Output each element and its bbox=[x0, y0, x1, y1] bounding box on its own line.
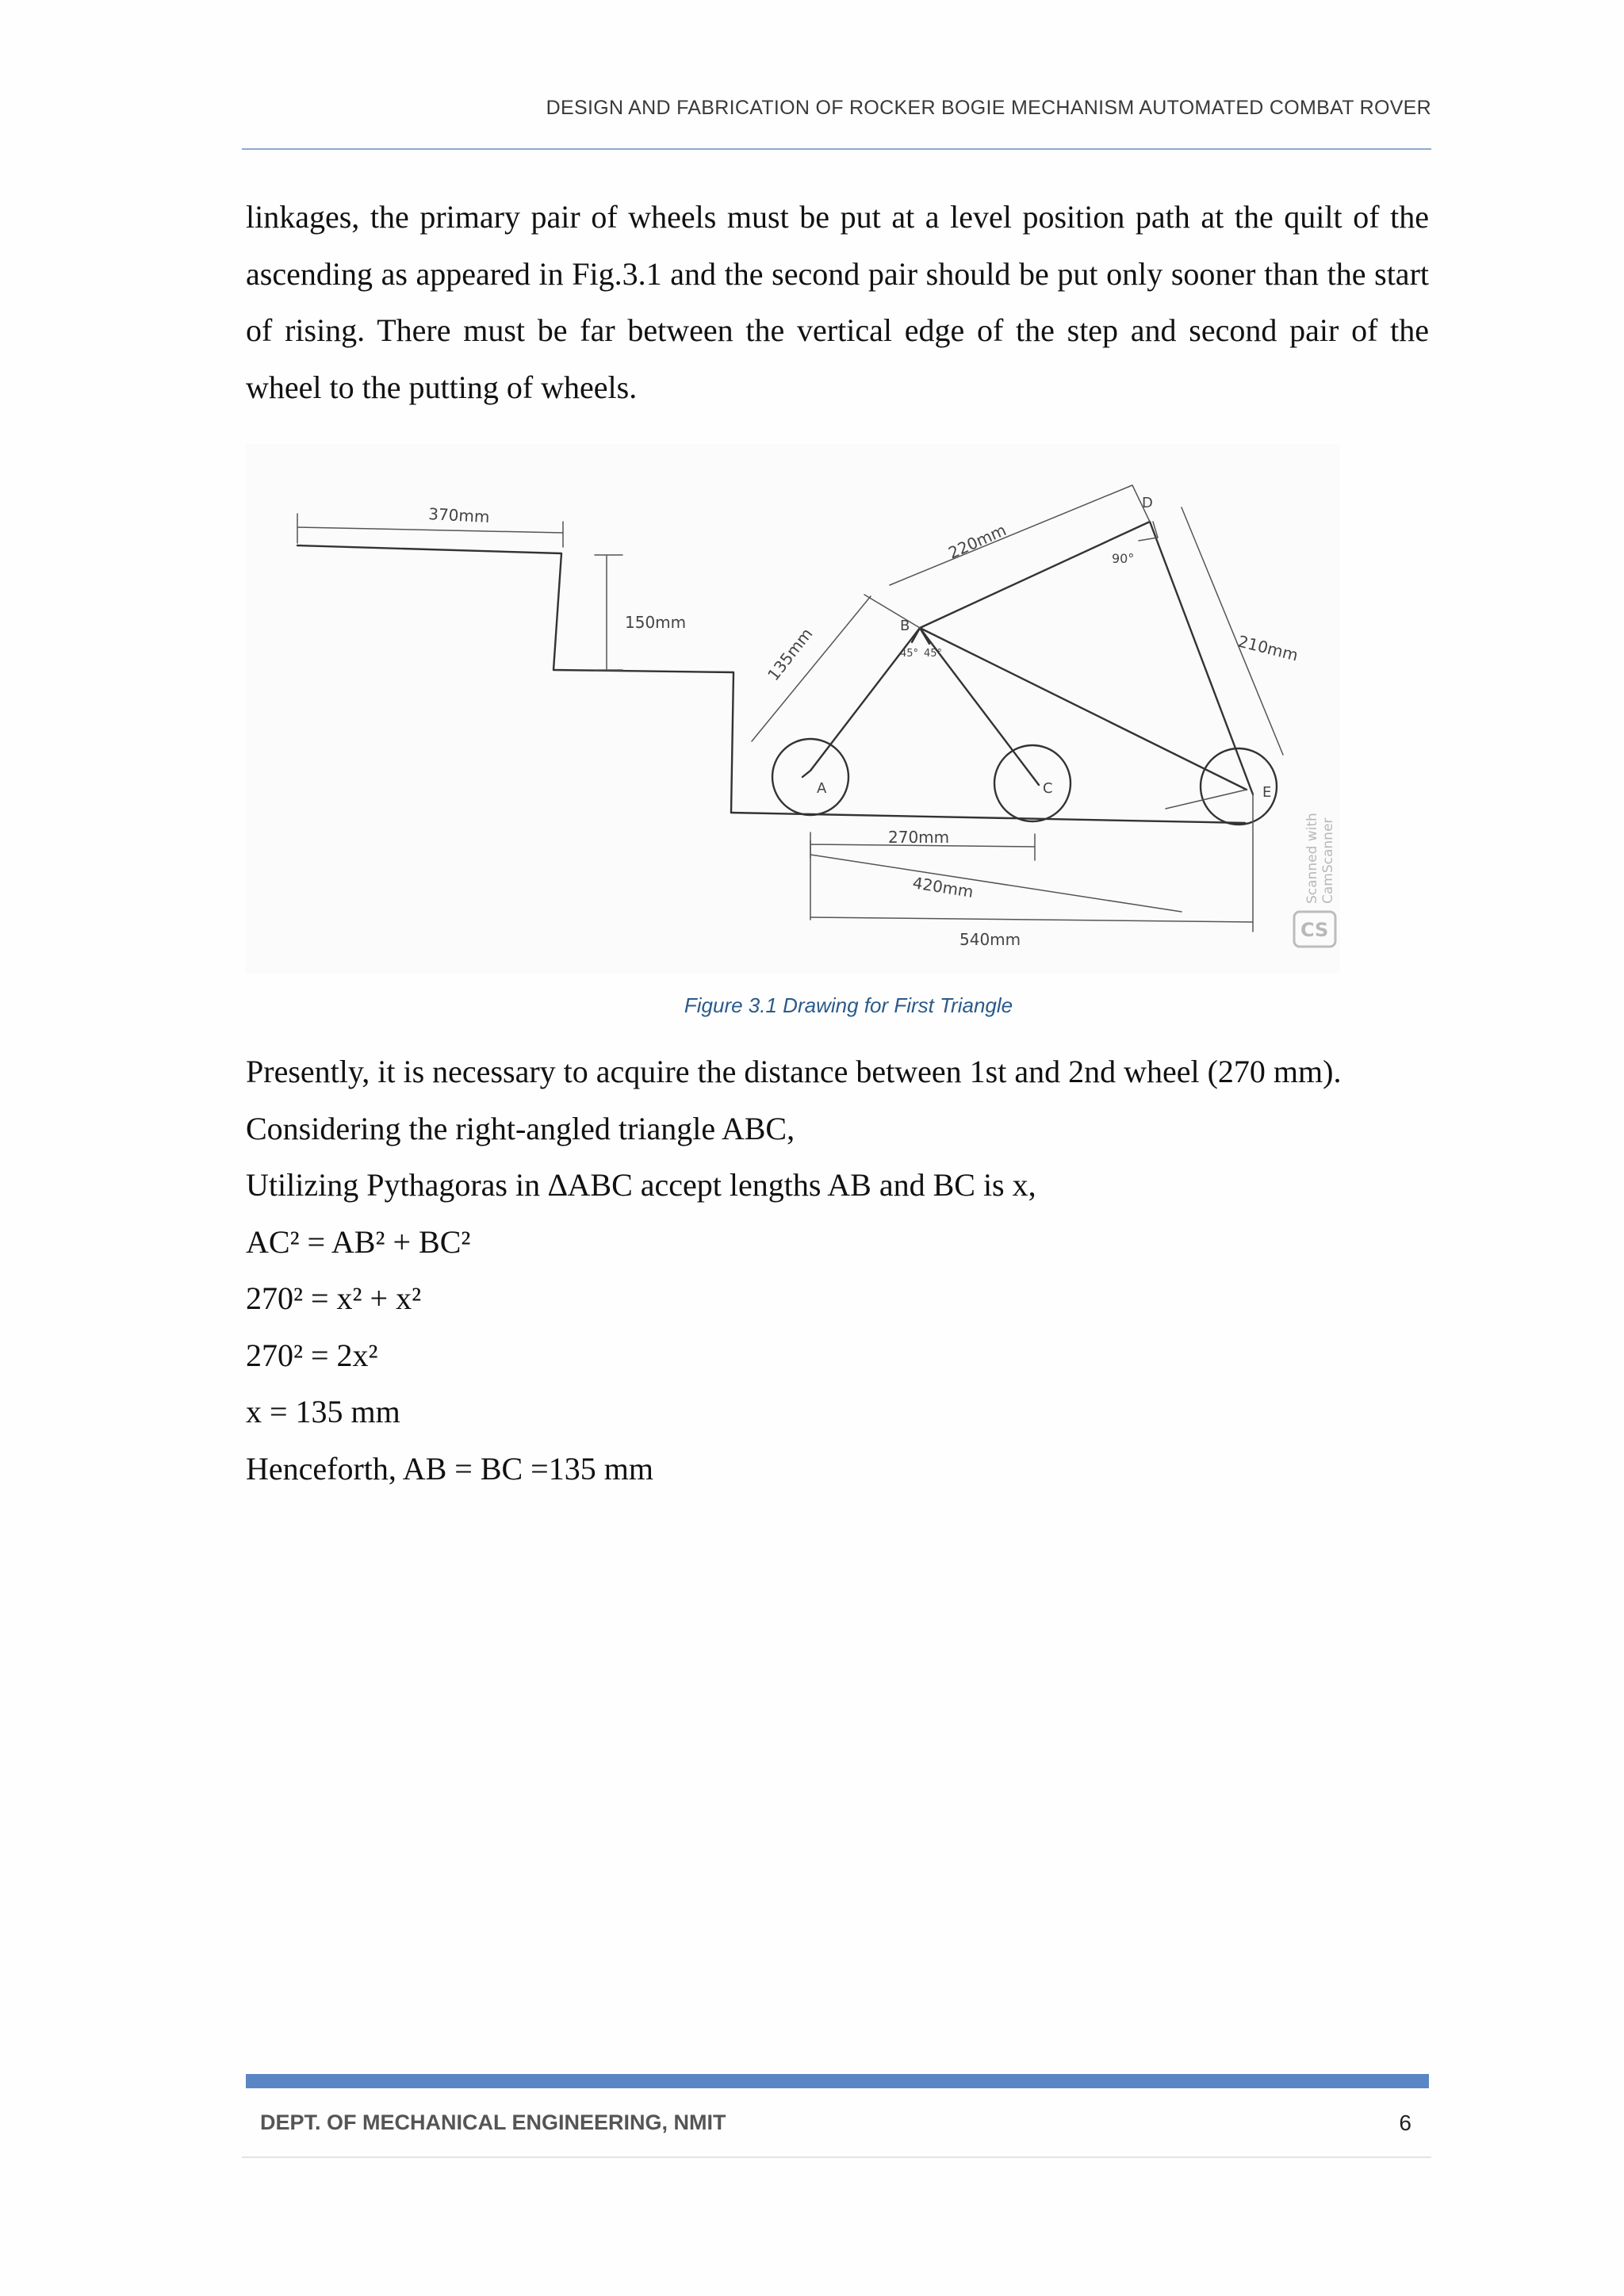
label-90deg: 90° bbox=[1112, 551, 1135, 566]
text-line-2: Utilizing Pythagoras in ∆ABC accept lengths AB and BC is x, bbox=[246, 1167, 1036, 1203]
equation-1: AC² = AB² + BC² bbox=[246, 1223, 471, 1260]
label-45-right: 45° bbox=[924, 648, 943, 660]
header-rule bbox=[242, 148, 1431, 150]
equation-4: x = 135 mm bbox=[246, 1394, 400, 1429]
label-370: 370mm bbox=[427, 504, 491, 527]
watermark-line1: Scanned with bbox=[1304, 813, 1320, 904]
equation-2: 270² = x² + x² bbox=[246, 1280, 422, 1316]
running-header: DESIGN AND FABRICATION OF ROCKER BOGIE MECHANISM AUTOMATED COMBAT ROVER bbox=[546, 97, 1431, 119]
text-line-1: Considering the right-angled triangle ABC, bbox=[246, 1110, 795, 1146]
paragraph-2: Presently, it is necessary to acquire the distance between 1st and 2nd wheel (270 mm). bbox=[246, 1054, 1342, 1089]
wheel-a bbox=[772, 739, 848, 815]
dim-420 bbox=[810, 840, 1182, 920]
bogie-link bbox=[802, 628, 1039, 785]
dim-210 bbox=[1182, 507, 1283, 755]
equation-3: 270² = 2x² bbox=[246, 1337, 378, 1373]
paragraph-1-container bbox=[246, 189, 1429, 415]
label-210: 210mm bbox=[1235, 631, 1300, 665]
dim-540 bbox=[810, 793, 1253, 932]
conclusion-line: Henceforth, AB = BC =135 mm bbox=[246, 1450, 653, 1487]
paragraph-2-container bbox=[246, 1043, 1429, 1497]
camscanner-watermark bbox=[1294, 813, 1336, 947]
rocker-link bbox=[920, 522, 1253, 794]
paragraph-1: linkages, the primary pair of wheels must be put at a level position path at the quilt of the ascending as appeared in Fig.3.1 and the second pair should be put only sooner than the start of rising. There must be far between the vertical edge of the step and second pair of the wheel to the putting of wheels. bbox=[246, 199, 1429, 405]
dim-150 bbox=[595, 555, 622, 670]
watermark-line2: CamScanner bbox=[1320, 817, 1336, 904]
label-150: 150mm bbox=[625, 613, 687, 632]
page-number: 6 bbox=[1399, 2110, 1411, 2135]
label-point-c: C bbox=[1043, 780, 1053, 797]
label-45-left: 45° bbox=[900, 648, 919, 660]
label-540: 540mm bbox=[959, 930, 1021, 949]
sketch-svg bbox=[246, 444, 1340, 974]
label-point-d: D bbox=[1142, 495, 1153, 511]
label-420: 420mm bbox=[911, 873, 975, 902]
label-point-b: B bbox=[900, 618, 910, 634]
label-135: 135mm bbox=[764, 624, 817, 685]
label-270: 270mm bbox=[888, 828, 950, 847]
label-point-e: E bbox=[1262, 784, 1272, 801]
footer-rule bbox=[242, 2156, 1431, 2158]
rocker-diagonal bbox=[920, 628, 1247, 790]
watermark-logo: CS bbox=[1300, 919, 1329, 941]
label-point-a: A bbox=[817, 780, 827, 797]
figure-caption: Figure 3.1 Drawing for First Triangle bbox=[684, 993, 1013, 1017]
step-profile bbox=[297, 545, 733, 813]
footer-department: DEPT. OF MECHANICAL ENGINEERING, NMIT bbox=[260, 2110, 726, 2134]
wheel-c bbox=[994, 745, 1071, 821]
figure-drawing bbox=[246, 444, 1340, 974]
footer-bar bbox=[246, 2074, 1429, 2088]
dim-220 bbox=[890, 485, 1150, 585]
label-220: 220mm bbox=[945, 520, 1009, 563]
